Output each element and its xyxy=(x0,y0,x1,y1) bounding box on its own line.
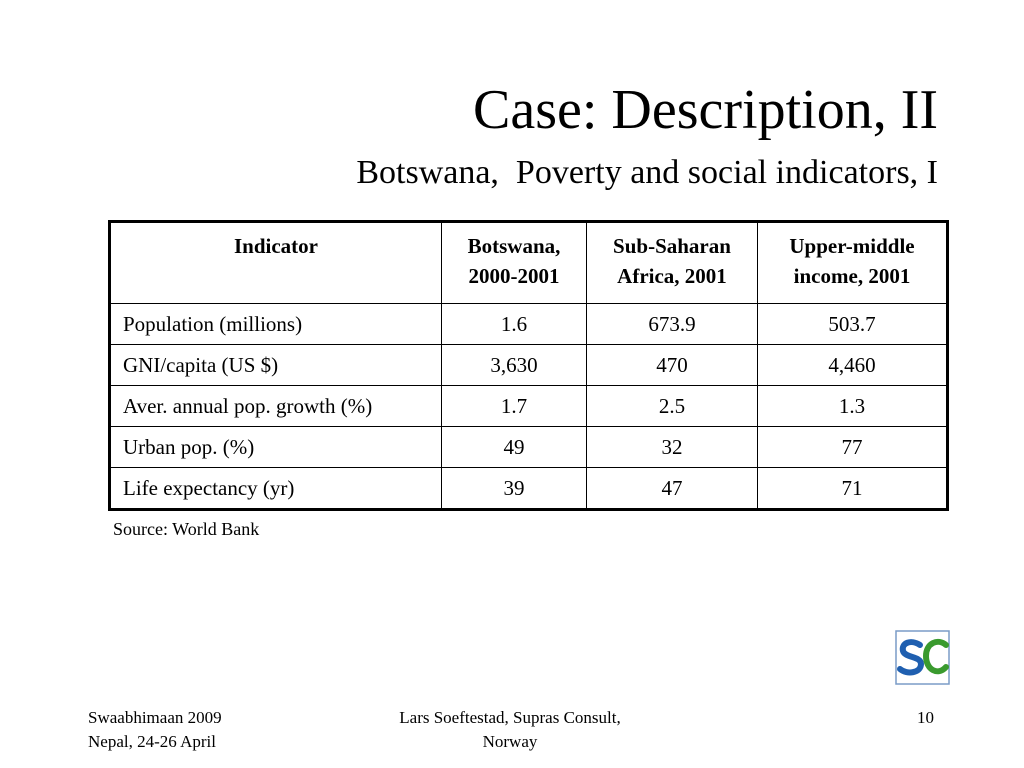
upper-middle-value: 71 xyxy=(758,468,948,510)
table-row xyxy=(110,304,948,345)
table-row xyxy=(110,386,948,427)
sub-saharan-value: 2.5 xyxy=(587,386,758,427)
supras-consult-logo xyxy=(895,630,950,685)
sub-saharan-value: 470 xyxy=(587,345,758,386)
indicator-label: Urban pop. (%) xyxy=(110,427,442,468)
indicator-label: Life expectancy (yr) xyxy=(110,468,442,510)
table-header-row xyxy=(110,222,948,304)
indicator-label: GNI/capita (US $) xyxy=(110,345,442,386)
botswana-value: 39 xyxy=(442,468,587,510)
sub-saharan-value: 673.9 xyxy=(587,304,758,345)
page-number: 10 xyxy=(917,708,934,727)
sub-saharan-value: 32 xyxy=(587,427,758,468)
header-botswana: Botswana, 2000-2001 xyxy=(442,222,587,304)
table-row xyxy=(110,427,948,468)
table-row xyxy=(110,345,948,386)
source-note: Source: World Bank xyxy=(113,519,260,539)
table-row xyxy=(110,468,948,510)
header-sub-saharan-africa: Sub-Saharan Africa, 2001 xyxy=(587,222,758,304)
upper-middle-value: 1.3 xyxy=(758,386,948,427)
indicator-label: Aver. annual pop. growth (%) xyxy=(110,386,442,427)
slide-subtitle: Botswana, Poverty and social indicators, I xyxy=(356,154,938,191)
botswana-value: 49 xyxy=(442,427,587,468)
upper-middle-value: 4,460 xyxy=(758,345,948,386)
footer-event: Swaabhimaan 2009 Nepal, 24-26 April xyxy=(88,708,222,751)
header-upper-middle-income: Upper-middle income, 2001 xyxy=(758,222,948,304)
botswana-value: 1.7 xyxy=(442,386,587,427)
slide-title: Case: Description, II xyxy=(473,79,938,141)
botswana-value: 1.6 xyxy=(442,304,587,345)
header-indicator: Indicator xyxy=(110,222,442,304)
indicator-label: Population (millions) xyxy=(110,304,442,345)
indicators-table xyxy=(108,220,949,511)
logo-frame xyxy=(896,631,949,684)
footer-author: Lars Soeftestad, Supras Consult, Norway xyxy=(399,708,621,751)
upper-middle-value: 503.7 xyxy=(758,304,948,345)
botswana-value: 3,630 xyxy=(442,345,587,386)
sub-saharan-value: 47 xyxy=(587,468,758,510)
upper-middle-value: 77 xyxy=(758,427,948,468)
